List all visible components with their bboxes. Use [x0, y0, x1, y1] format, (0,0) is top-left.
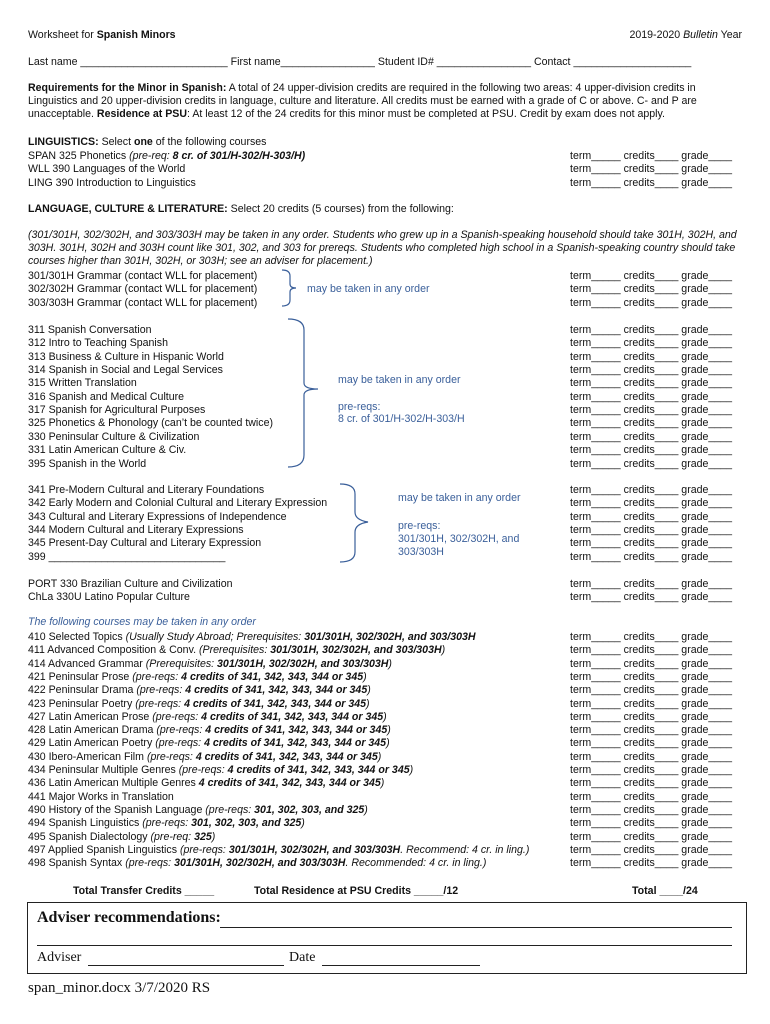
- term-credits-grade-fields[interactable]: term_____ credits____ grade____: [570, 750, 732, 763]
- group3-brace: [340, 484, 368, 562]
- course-title: 434 Peninsular Multiple Genres (pre-reqs: 4 credits of 341, 342, 343, 344 or 345): [28, 764, 414, 776]
- group3-prereq-label: pre-reqs:: [398, 520, 441, 532]
- term-credits-grade-fields[interactable]: term_____ credits____ grade____: [570, 523, 732, 536]
- group3-prereq-text: 301/301H, 302/302H, and: [398, 533, 520, 545]
- course-title: 410 Selected Topics (Usually Study Abroad; Prerequisites: 301/301H, 302/302H, and 303/303H: [28, 631, 476, 643]
- course-title: 399 ______________________________: [28, 550, 226, 563]
- course-title: 414 Advanced Grammar (Prerequisites: 301/301H, 302/302H, and 303/303H): [28, 657, 392, 670]
- term-credits-grade-fields[interactable]: term_____ credits____ grade____: [570, 790, 732, 803]
- total-transfer-credits: Total Transfer Credits _____: [73, 885, 215, 897]
- course-title: 411 Advanced Composition & Conv. (Prerequisites: 301/301H, 302/302H, and 303/303H): [28, 644, 446, 657]
- course-title: 316 Spanish and Medical Culture: [28, 390, 185, 403]
- group1-brace: [282, 270, 296, 306]
- course-title: 344 Modern Cultural and Literary Expressions: [28, 523, 244, 536]
- course-title: 312 Intro to Teaching Spanish: [28, 337, 168, 350]
- group3-prereq-text-2: 303/303H: [398, 546, 444, 556]
- recommendations-line-2[interactable]: [37, 945, 732, 946]
- course-title: 429 Latin American Poetry (pre-reqs: 4 credits of 341, 342, 343, 344 or 345): [28, 737, 390, 750]
- term-credits-grade-fields[interactable]: term_____ credits____ grade____: [570, 550, 732, 563]
- course-title: 311 Spanish Conversation: [28, 324, 152, 336]
- term-credits-grade-fields[interactable]: term_____ credits____ grade____: [570, 578, 732, 590]
- adviser-signature-line[interactable]: [88, 965, 284, 966]
- term-credits-grade-fields[interactable]: term_____ credits____ grade____: [570, 350, 732, 363]
- term-credits-grade-fields[interactable]: term_____ credits____ grade____: [570, 163, 732, 176]
- term-credits-grade-fields[interactable]: term_____ credits____ grade____: [570, 176, 732, 189]
- course-title: SPAN 325 Phonetics (pre-req: 8 cr. of 301/H-302/H-303/H): [28, 150, 306, 162]
- term-credits-grade-fields[interactable]: term_____ credits____ grade____: [570, 270, 732, 282]
- term-credits-grade-fields[interactable]: term_____ credits____ grade____: [570, 657, 732, 670]
- term-credits-grade-fields[interactable]: term_____ credits____ grade____: [570, 724, 732, 737]
- term-credits-grade-fields[interactable]: term_____ credits____ grade____: [570, 591, 732, 604]
- course-title: 422 Peninsular Drama (pre-reqs: 4 credits of 341, 342, 343, 344 or 345): [28, 684, 371, 697]
- term-credits-grade-fields[interactable]: term_____ credits____ grade____: [570, 764, 732, 776]
- group2-prereq-label: pre-reqs:: [338, 401, 381, 413]
- course-title: 421 Peninsular Prose (pre-reqs: 4 credits of 341, 342, 343, 344 or 345): [28, 670, 367, 683]
- term-credits-grade-fields[interactable]: term_____ credits____ grade____: [570, 510, 732, 523]
- recommendations-line-1[interactable]: [220, 927, 732, 928]
- group2-prereq-text: 8 cr. of 301/H-302/H-303/H: [338, 413, 465, 425]
- term-credits-grade-fields[interactable]: term_____ credits____ grade____: [570, 430, 732, 443]
- term-credits-grade-fields[interactable]: term_____ credits____ grade____: [570, 843, 732, 856]
- term-credits-grade-fields[interactable]: term_____ credits____ grade____: [570, 817, 732, 830]
- date-label: Date: [289, 950, 316, 965]
- course-title: 345 Present-Day Cultural and Literary Expression: [28, 537, 262, 550]
- group2-order-note: may be taken in any order: [338, 374, 461, 386]
- course-title: ChLa 330U Latino Popular Culture: [28, 591, 190, 604]
- course-title: 325 Phonetics & Phonology (can’t be counted twice): [28, 417, 273, 430]
- term-credits-grade-fields[interactable]: term_____ credits____ grade____: [570, 644, 732, 657]
- worksheet-title: Worksheet for Spanish Minors: [28, 29, 176, 41]
- student-info-line: Last name _________________________ First name________________ Student ID# ________________ Contact ____________________: [28, 56, 692, 68]
- term-credits-grade-fields[interactable]: term_____ credits____ grade____: [570, 631, 732, 643]
- adviser-label: Adviser: [37, 950, 82, 965]
- course-title: 497 Applied Spanish Linguistics (pre-reqs: 301/301H, 302/302H, and 303/303H. Recommend: 4 cr. in ling.): [28, 843, 530, 856]
- date-line[interactable]: [322, 965, 480, 966]
- course-title: 341 Pre-Modern Cultural and Literary Foundations: [28, 484, 265, 496]
- term-credits-grade-fields[interactable]: term_____ credits____ grade____: [570, 150, 732, 162]
- term-credits-grade-fields[interactable]: term_____ credits____ grade____: [570, 537, 732, 550]
- bulletin-year: 2019-2020 Bulletin Year: [629, 29, 742, 41]
- course-title: 314 Spanish in Social and Legal Services: [28, 364, 223, 377]
- course-title: 430 Ibero-American Film (pre-reqs: 4 credits of 341, 342, 343, 344 or 345): [28, 750, 382, 763]
- course-title: 303/303H Grammar (contact WLL for placement): [28, 296, 258, 309]
- adviser-recommendations-label: Adviser recommendations:: [37, 909, 221, 926]
- term-credits-grade-fields[interactable]: term_____ credits____ grade____: [570, 670, 732, 683]
- course-title: 498 Spanish Syntax (pre-reqs: 301/301H, 302/302H, and 303/303H. Recommended: 4 cr. in ling.): [28, 857, 487, 870]
- total-residence-credits: Total Residence at PSU Credits _____/12: [254, 885, 459, 897]
- linguistics-heading: LINGUISTICS: Select one of the following courses: [28, 136, 267, 148]
- course-title: 315 Written Translation: [28, 377, 137, 390]
- course-title: LING 390 Introduction to Linguistics: [28, 176, 196, 189]
- lcl-placement-note: (301/301H, 302/302H, and 303/303H may be taken in any order. Students who grew up in a Spanish-speaking household should take 301H, 302H, and 303H. 301H, 302H and 303H count like 301, 302, and 303 for prereqs. Students who completed high school in a Spanish-speaking country should take courses higher than 301H, 302H, or 303H; see an adviser for placement.): [28, 229, 737, 267]
- term-credits-grade-fields[interactable]: term_____ credits____ grade____: [570, 296, 732, 309]
- course-title: PORT 330 Brazilian Culture and Civilization: [28, 578, 233, 590]
- course-title: 330 Peninsular Culture & Civilization: [28, 430, 200, 443]
- course-title: 495 Spanish Dialectology (pre-req: 325): [28, 830, 216, 843]
- course-title: 342 Early Modern and Colonial Cultural and Literary Expression: [28, 497, 328, 510]
- term-credits-grade-fields[interactable]: term_____ credits____ grade____: [570, 737, 732, 750]
- term-credits-grade-fields[interactable]: term_____ credits____ grade____: [570, 684, 732, 697]
- adviser-box: [27, 902, 747, 974]
- requirements-paragraph: Requirements for the Minor in Spanish: A total of 24 upper-division credits are required in the following two areas: 4 upper-division credits in Linguistics and 20 upper-division credits in language, culture and literature. All credits must be earned with a grade of C or above. C- and P are unacceptable. Residence at PSU: At least 12 of the 24 credits for this minor must be completed at PSU. Credit by exam does not apply.: [28, 82, 697, 120]
- course-title: 301/301H Grammar (contact WLL for placement): [28, 270, 258, 282]
- term-credits-grade-fields[interactable]: term_____ credits____ grade____: [570, 497, 732, 510]
- term-credits-grade-fields[interactable]: term_____ credits____ grade____: [570, 830, 732, 843]
- term-credits-grade-fields[interactable]: term_____ credits____ grade____: [570, 390, 732, 403]
- term-credits-grade-fields[interactable]: term_____ credits____ grade____: [570, 364, 732, 377]
- course-title: 494 Spanish Linguistics (pre-reqs: 301, 302, 303, and 325): [28, 817, 305, 830]
- term-credits-grade-fields[interactable]: term_____ credits____ grade____: [570, 324, 732, 336]
- course-title: 317 Spanish for Agricultural Purposes: [28, 404, 206, 417]
- term-credits-grade-fields[interactable]: term_____ credits____ grade____: [570, 803, 732, 816]
- group3-order-note: may be taken in any order: [398, 492, 521, 504]
- term-credits-grade-fields[interactable]: term_____ credits____ grade____: [570, 404, 732, 417]
- term-credits-grade-fields[interactable]: term_____ credits____ grade____: [570, 377, 732, 390]
- course-title: 395 Spanish in the World: [28, 457, 147, 470]
- course-title: 490 History of the Spanish Language (pre-reqs: 301, 302, 303, and 325): [28, 803, 368, 816]
- term-credits-grade-fields[interactable]: term_____ credits____ grade____: [570, 484, 732, 496]
- group1-order-note: may be taken in any order: [307, 283, 430, 295]
- course-title: 423 Peninsular Poetry (pre-reqs: 4 credits of 341, 342, 343, 344 or 345): [28, 697, 370, 710]
- term-credits-grade-fields[interactable]: term_____ credits____ grade____: [570, 710, 732, 723]
- term-credits-grade-fields[interactable]: term_____ credits____ grade____: [570, 857, 732, 870]
- term-credits-grade-fields[interactable]: term_____ credits____ grade____: [570, 283, 732, 296]
- term-credits-grade-fields[interactable]: term_____ credits____ grade____: [570, 697, 732, 710]
- term-credits-grade-fields[interactable]: term_____ credits____ grade____: [570, 417, 732, 430]
- course-title: 331 Latin American Culture & Civ.: [28, 444, 187, 457]
- course-title: 436 Latin American Multiple Genres 4 credits of 341, 342, 343, 344 or 345): [28, 777, 385, 790]
- course-title: 343 Cultural and Literary Expressions of Independence: [28, 510, 287, 523]
- footer-filename: span_minor.docx 3/7/2020 RS: [28, 980, 211, 996]
- term-credits-grade-fields[interactable]: term_____ credits____ grade____: [570, 457, 732, 470]
- total-credits: Total ____/24: [632, 885, 698, 897]
- group2-brace: [288, 319, 318, 467]
- course-title: 428 Latin American Drama (pre-reqs: 4 credits of 341, 342, 343, 344 or 345): [28, 724, 391, 737]
- term-credits-grade-fields[interactable]: term_____ credits____ grade____: [570, 777, 732, 790]
- term-credits-grade-fields[interactable]: term_____ credits____ grade____: [570, 444, 732, 457]
- course-title: 313 Business & Culture in Hispanic World: [28, 350, 224, 363]
- course-title: WLL 390 Languages of the World: [28, 163, 186, 176]
- lcl-heading: LANGUAGE, CULTURE & LITERATURE: Select 20 credits (5 courses) from the following:: [28, 203, 454, 215]
- course-title: 441 Major Works in Translation: [28, 790, 174, 803]
- course-title: 427 Latin American Prose (pre-reqs: 4 credits of 341, 342, 343, 344 or 345): [28, 710, 387, 723]
- course-title: 302/302H Grammar (contact WLL for placement): [28, 283, 258, 296]
- term-credits-grade-fields[interactable]: term_____ credits____ grade____: [570, 337, 732, 350]
- group5-title: The following courses may be taken in any order: [28, 616, 256, 628]
